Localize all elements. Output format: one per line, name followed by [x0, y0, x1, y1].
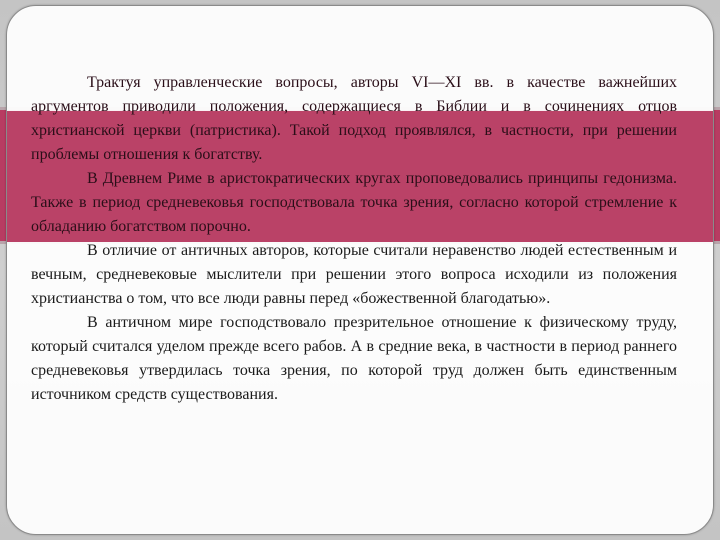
paragraph-management-views: Трактуя управленческие вопросы, авторы VI—XI вв. в качестве важнейших аргументов приводили положения, содержащиеся в Библии и в сочинениях отцов христианской церкви (патристика). Такой подход проявлялся, в частности, при решении проблемы отношения к богатству.	[31, 74, 677, 163]
paragraph-equality: В отличие от античных авторов, которые считали неравенство людей естественным и вечным, средневековые мыслители при решении этого вопроса исходили из положения христианства о том, что все люди равны перед «божественной благодатью».	[31, 242, 677, 307]
paragraph-ancient-rome: В Древнем Риме в аристократических кругах проповедовались принципы гедонизма. Также в период средневековья господствовала точка зрения, согласно которой стремление к обладанию богатством порочно.	[31, 170, 677, 235]
slide-text	[31, 71, 677, 407]
paragraph-labor: В античном мире господствовало презрительное отношение к физическому труду, который считался уделом прежде всего рабов. А в средние века, в частности в период раннего средневековья утвердилась точка зрения, по которой труд должен быть единственным источником средств существования.	[31, 314, 677, 403]
